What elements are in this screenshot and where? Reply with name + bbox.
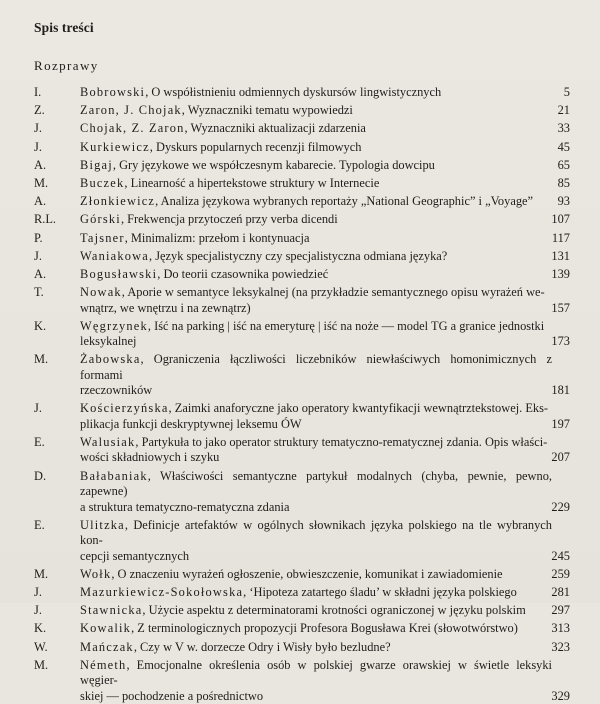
entry-title-line: Iść na parking | iść na emeryturę | iść na noże — model TG a granice jednostki: [154, 318, 545, 333]
page-number: 259: [551, 566, 570, 581]
author-name: Kowalik: [80, 621, 132, 636]
entry-text: Bogusławski, Do teorii czasownika powiedzieć: [80, 267, 329, 282]
author-name: Tajsner: [80, 230, 125, 245]
entry-text: Walusiak, Partykuła to jako operator struktury tematyczno-rematycznej zdania. Opis właści- wości składniowych i szyku: [80, 435, 548, 465]
entry-text: Zaron, J. Chojak, Wyznaczniki tematu wypowiedzi: [80, 103, 353, 118]
entry-title-line: wnątrz, we wnętrzu i na zewnątrz): [80, 300, 251, 315]
page-number: 207: [551, 450, 570, 465]
author-initial: E.: [34, 435, 45, 450]
author-name: Waniakowa: [80, 248, 149, 263]
author-name: Żabowska: [80, 352, 141, 367]
toc-entry: [0, 121, 600, 136]
author-initial: J.: [34, 584, 42, 599]
toc-entry: [0, 158, 600, 173]
entry-text: Mańczak, Czy w V w. dorzecze Odry i Wisły było bezludne?: [80, 639, 391, 654]
entry-title-line: O współistnieniu odmiennych dyskursów lingwistycznych: [151, 85, 442, 99]
entry-title-line: O znaczeniu wyrażeń ogłoszenie, obwieszczenie, komunikat i zawiadomienie: [117, 566, 503, 581]
author-name: Bałabaniak: [80, 468, 148, 483]
author-initial: A.: [34, 157, 47, 172]
section-title: Rozprawy: [34, 58, 99, 73]
entry-text: Stawnicka, Użycie aspektu z determinatorami krotności ograniczonej w języku polskim: [80, 603, 526, 618]
toc-entry: [0, 518, 600, 564]
author-name: Mazurkiewicz-Sokołowska: [80, 584, 244, 599]
toc-entry: [0, 231, 600, 246]
entry-title-line: Frekwencja przytoczeń przy verba dicendi: [127, 212, 338, 227]
author-initial: E.: [34, 517, 45, 532]
author-name: Górski: [80, 212, 121, 227]
entry-title-line: skiej — pochodzenie a pośrednictwo: [80, 688, 264, 703]
author-name: Ulitzka: [80, 517, 125, 532]
page-number: 157: [551, 300, 570, 315]
entry-title-line: plikacja funkcji deskryptywnej leksemu ÓW: [80, 416, 302, 431]
entry-text: Mazurkiewicz-Sokołowska, ‘Hipoteza zatartego śladu’ w składni języka polskiego: [80, 584, 517, 599]
page-number: 65: [557, 157, 570, 172]
author-name: Kościerzyńska: [80, 401, 169, 416]
entry-text: Kościerzyńska, Zaimki anaforyczne jako operatory kwantyfikacji wewnątrztekstowej. Eks- plikacja funkcji deskryptywnej leksemu ÓW: [80, 401, 549, 431]
author-initial: M.: [34, 566, 49, 581]
page-number: 139: [551, 267, 570, 282]
entry-title-line: wości składniowych i szyku: [80, 450, 220, 465]
entry-text: Bałabaniak, Właściwości semantyczne partykuł modalnych (chyba, pewnie, pewno, zapewne) a struktura tematyczno-rematyczna zdania: [80, 468, 552, 514]
author-initial: J.: [34, 603, 42, 618]
author-name: Walusiak: [80, 435, 136, 450]
author-name: Mańczak: [80, 639, 134, 654]
entry-title-line: Gry językowe we współczesnym kabarecie. Typologia dowcipu: [119, 157, 435, 172]
toc-entry: [0, 567, 600, 582]
entry-title-line: Czy w V w. dorzecze Odry i Wisły było bezludne?: [140, 639, 391, 654]
entry-title-line: Wyznaczniki tematu wypowiedzi: [187, 103, 353, 118]
entry-text: Buczek, Linearność a hipertekstowe struktury w Internecie: [80, 176, 380, 191]
entry-text: Górski, Frekwencja przytoczeń przy verba dicendi: [80, 212, 338, 227]
author-initial: M.: [34, 176, 49, 191]
author-name: Kurkiewicz: [80, 139, 150, 154]
toc-entry: [0, 658, 600, 704]
toc-entry: [0, 640, 600, 655]
entry-title-line: Zaimki anaforyczne jako operatory kwantyfikacji wewnątrztekstowej. Eks-: [174, 401, 549, 416]
entry-title-line: Emocjonalne określenia osób w polskiej gwarze orawskiej w świetle leksyki węgier-: [80, 657, 552, 688]
author-initial: K.: [34, 621, 47, 636]
entry-title-line: Ograniczenia łączliwości liczebników niewłaściwych homonimicznych z formami: [80, 352, 552, 382]
entry-text: Bobrowski, O współistnieniu odmiennych dyskursów lingwistycznych: [80, 85, 442, 99]
entry-text: Kurkiewicz, Dyskurs popularnych recenzji filmowych: [80, 139, 362, 154]
page-number: 21: [557, 103, 570, 118]
author-name: Stawnicka: [80, 603, 143, 618]
author-name: Wołk: [80, 566, 112, 581]
page-number: 107: [551, 212, 570, 227]
author-initial: J.: [34, 139, 42, 154]
entry-title-line: Partykuła to jako operator struktury tematyczno-rematycznej zdania. Opis właści-: [141, 435, 548, 450]
page-number: 281: [551, 584, 570, 599]
page-number: 93: [557, 194, 570, 209]
entry-text: Węgrzynek, Iść na parking | iść na emeryturę | iść na noże — model TG a granice jednostki leksykalnej: [80, 318, 545, 349]
toc-entry: [0, 140, 600, 155]
entry-title-line: Linearność a hipertekstowe struktury w Internecie: [130, 176, 380, 191]
author-initial: J.: [34, 401, 42, 416]
toc-entry: [0, 621, 600, 636]
author-name: Złonkiewicz: [80, 194, 156, 209]
entry-title-line: Wyznaczniki aktualizacji zdarzenia: [190, 121, 366, 136]
author-initial: M.: [34, 657, 49, 672]
entry-title-line: Język specjalistyczny czy specjalistyczna odmiana języka?: [155, 248, 448, 263]
page-number: 245: [551, 548, 570, 563]
page-number: 297: [551, 603, 570, 618]
entry-title-line: cepcji semantycznych: [80, 548, 190, 563]
author-initial: Z.: [34, 103, 45, 118]
author-initial: W.: [34, 639, 48, 654]
entry-text: Chojak, Z. Zaron, Wyznaczniki aktualizacji zdarzenia: [80, 121, 366, 136]
author-initial: A.: [34, 194, 47, 209]
author-initial: P.: [34, 230, 43, 245]
author-name: Nowak: [80, 285, 122, 300]
page-number: 85: [557, 176, 570, 191]
page-number: 173: [551, 334, 570, 349]
toc-entry: [0, 585, 600, 600]
entry-text: Żabowska, Ograniczenia łączliwości liczebników niewłaściwych homonimicznych z formami rzeczowników: [80, 352, 552, 398]
page-number: 313: [551, 621, 570, 636]
page-number: 181: [551, 383, 570, 398]
author-initial: R.L.: [34, 212, 57, 227]
entry-title-line: Do teorii czasownika powiedzieć: [163, 267, 329, 282]
toc-entry: [0, 401, 600, 432]
author-initial: D.: [34, 468, 47, 483]
toc-entry: [0, 267, 600, 282]
page-number: 33: [557, 121, 570, 136]
author-name: Buczek: [80, 176, 125, 191]
entry-title-line: ‘Hipoteza zatartego śladu’ w składni języka polskiego: [249, 584, 517, 599]
entry-title-line: Minimalizm: przełom i kontynuacja: [130, 230, 310, 245]
entry-title-line: a struktura tematyczno-rematyczna zdania: [80, 499, 290, 514]
entry-title-line: leksykalnej: [80, 334, 137, 349]
author-initial: J.: [34, 248, 42, 263]
author-initial: J.: [34, 121, 42, 136]
author-name: Zaron, J. Chojak: [80, 103, 182, 118]
entry-title-line: rzeczowników: [80, 383, 153, 398]
toc-entry: [0, 103, 600, 118]
toc-entry: [0, 212, 600, 227]
entry-text: Bigaj, Gry językowe we współczesnym kabarecie. Typologia dowcipu: [80, 157, 435, 172]
toc-entry: [0, 194, 600, 209]
page-heading: Spis treści: [34, 20, 94, 35]
entry-text: Kowalik, Z terminologicznych propozycji Profesora Bogusława Krei (słowotwórstwo): [80, 621, 518, 636]
entry-title-line: Z terminologicznych propozycji Profesora Bogusława Krei (słowotwórstwo): [137, 621, 518, 636]
entry-text: Tajsner, Minimalizm: przełom i kontynuacja: [80, 230, 310, 245]
entry-text: Złonkiewicz, Analiza językowa wybranych reportaży „National Geographic” i „Voyage”: [80, 194, 534, 209]
toc-entry: [0, 85, 600, 100]
entry-title-line: Dyskurs popularnych recenzji filmowych: [156, 139, 362, 154]
entry-title-line: Właściwości semantyczne partykuł modalnych (chyba, pewnie, pewno, zapewne): [80, 468, 552, 499]
toc-entry: [0, 249, 600, 264]
toc-entry: [0, 319, 600, 350]
author-initial: K.: [34, 318, 47, 333]
page-number: 323: [551, 639, 570, 654]
page-number: 131: [551, 248, 570, 263]
page-number: 329: [551, 688, 570, 703]
entry-title-line: Analiza językowa wybranych reportaży „National Geographic” i „Voyage”: [160, 194, 534, 209]
author-initial: M.: [34, 352, 49, 367]
author-initial: I.: [34, 85, 42, 99]
entry-text: Nowak, Aporie w semantyce leksykalnej (na przykładzie semantycznego opisu wyrażeń we- wnątrz, we wnętrzu i na zewnątrz): [80, 285, 545, 315]
author-name: Węgrzynek: [80, 318, 148, 333]
toc-entry: [0, 285, 600, 316]
author-name: Chojak, Z. Zaron: [80, 121, 185, 136]
author-name: Németh: [80, 657, 127, 672]
author-initial: T.: [34, 285, 44, 300]
page-number: 117: [551, 230, 570, 245]
page-number: 5: [563, 85, 570, 99]
table-of-contents: [0, 85, 600, 704]
entry-title-line: Aporie w semantyce leksykalnej (na przykładzie semantycznego opisu wyrażeń we-: [127, 285, 545, 300]
toc-entry: [0, 352, 600, 398]
entry-title-line: Użycie aspektu z determinatorami krotności ograniczonej w języku polskim: [148, 603, 526, 618]
entry-text: Waniakowa, Język specjalistyczny czy specjalistyczna odmiana języka?: [80, 248, 448, 263]
author-name: Bigaj: [80, 157, 113, 172]
author-name: Bobrowski: [80, 85, 146, 99]
entry-title-line: Definicje artefaktów w ogólnych słownikach języka polskiego na tle wybranych kon-: [80, 517, 552, 548]
toc-entry: [0, 469, 600, 515]
author-initial: A.: [34, 267, 47, 282]
toc-entry: [0, 435, 600, 466]
entry-text: Ulitzka, Definicje artefaktów w ogólnych słownikach języka polskiego na tle wybranych kon- cepcji semantycznych: [80, 517, 552, 563]
page-number: 229: [551, 499, 570, 514]
author-name: Bogusławski: [80, 267, 158, 282]
entry-text: Wołk, O znaczeniu wyrażeń ogłoszenie, obwieszczenie, komunikat i zawiadomienie: [80, 566, 503, 581]
entry-text: Németh, Emocjonalne określenia osób w polskiej gwarze orawskiej w świetle leksyki węgier- skiej — pochodzenie a pośrednictwo: [80, 657, 552, 703]
toc-entry: [0, 176, 600, 191]
toc-entry: [0, 603, 600, 618]
page-number: 197: [551, 416, 570, 431]
page-number: 45: [557, 139, 570, 154]
